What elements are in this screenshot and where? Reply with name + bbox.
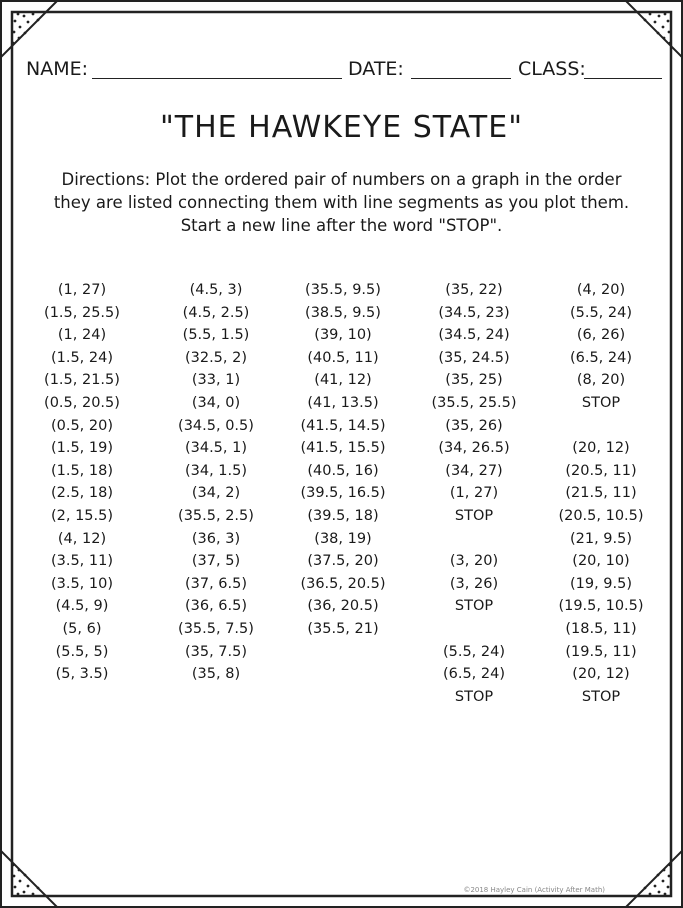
ordered-pair: (1.5, 21.5) (44, 372, 120, 389)
ordered-pair: (38.5, 9.5) (305, 304, 381, 321)
ordered-pair: (5, 3.5) (55, 666, 109, 683)
coordinate-column-2 (156, 279, 276, 686)
ordered-pair: (3.5, 11) (50, 553, 114, 570)
ordered-pair: (18.5, 11) (565, 620, 637, 637)
ordered-pair: (20.5, 11) (565, 462, 637, 479)
copyright: ©2018 Hayley Cain (Activity After Math) (463, 886, 605, 894)
coordinate-column-1 (22, 279, 142, 686)
ordered-pair: (35.5, 25.5) (431, 394, 517, 411)
ordered-pair: (34.5, 24) (438, 327, 510, 344)
class-blank[interactable] (584, 58, 662, 79)
ordered-pair: (19.5, 10.5) (558, 598, 644, 615)
ordered-pair: (35.5, 2.5) (178, 507, 254, 524)
ordered-pair: (34, 1.5) (184, 462, 248, 479)
name-label: NAME: (26, 58, 89, 80)
ordered-pair: (4.5, 3) (189, 282, 243, 298)
ordered-pair: (1.5, 24) (50, 349, 114, 366)
ordered-pair: (3, 26) (449, 575, 499, 592)
directions (30, 168, 653, 237)
ordered-pair: (35.5, 7.5) (178, 620, 254, 637)
ordered-pair: (2, 15.5) (50, 507, 114, 524)
ordered-pair: (38, 19) (314, 530, 372, 547)
ordered-pair: (35, 26) (445, 417, 503, 434)
ordered-pair: (1, 24) (57, 327, 107, 344)
coordinate-column-3 (283, 279, 403, 641)
date-label: DATE: (348, 58, 404, 80)
spacer (414, 618, 534, 641)
ordered-pair: (0.5, 20.5) (44, 394, 120, 411)
ordered-pair: (5, 6) (62, 620, 102, 637)
ordered-pair: (34.5, 1) (184, 440, 248, 457)
student-info-header (26, 58, 666, 88)
ordered-pair: (0.5, 20) (50, 417, 114, 434)
ordered-pair: (4.5, 9) (55, 598, 109, 615)
date-blank[interactable] (411, 58, 511, 79)
corner-dots-top-left (12, 13, 40, 45)
ordered-pair: (41, 13.5) (307, 394, 379, 411)
ordered-pair: (34.5, 23) (438, 304, 510, 321)
coordinate-column-4 (414, 279, 534, 708)
ordered-pair: (39, 10) (314, 327, 372, 344)
spacer (414, 528, 534, 551)
ordered-pair: (3.5, 10) (50, 575, 114, 592)
ordered-pair: (1.5, 18) (50, 462, 114, 479)
ordered-pair: (1.5, 25.5) (44, 304, 120, 321)
page-title: "THE HAWKEYE STATE" (159, 110, 524, 145)
ordered-pair: (1, 27) (449, 485, 499, 502)
ordered-pair: (1, 27) (57, 282, 107, 298)
stop-marker: STOP (581, 688, 621, 705)
ordered-pair: (8, 20) (576, 372, 626, 389)
ordered-pair: (35, 8) (191, 666, 241, 683)
ordered-pair: (36.5, 20.5) (300, 575, 386, 592)
class-label: CLASS: (518, 58, 586, 80)
stop-marker: STOP (454, 507, 494, 524)
directions-line: Start a new line after the word "STOP". (180, 216, 503, 235)
ordered-pair: (35, 22) (445, 282, 503, 298)
ordered-pair: (4, 12) (57, 530, 107, 547)
ordered-pair: (34, 26.5) (438, 440, 510, 457)
ordered-pair: (20, 10) (572, 553, 630, 570)
ordered-pair: (39.5, 16.5) (300, 485, 386, 502)
ordered-pair: (5.5, 5) (55, 643, 109, 660)
ordered-pair: (36, 3) (191, 530, 241, 547)
ordered-pair: (20, 12) (572, 440, 630, 457)
ordered-pair: (37, 6.5) (184, 575, 248, 592)
ordered-pair: (21.5, 11) (565, 485, 637, 502)
ordered-pair: (34.5, 0.5) (178, 417, 254, 434)
ordered-pair: (19.5, 11) (565, 643, 637, 660)
name-blank[interactable] (92, 58, 342, 79)
ordered-pair: (5.5, 24) (442, 643, 506, 660)
ordered-pair: (39.5, 18) (307, 507, 379, 524)
ordered-pair: (40.5, 16) (307, 462, 379, 479)
corner-dots-bottom-left (12, 864, 40, 896)
ordered-pair: (19, 9.5) (569, 575, 633, 592)
ordered-pair: (37.5, 20) (307, 553, 379, 570)
ordered-pair: (34, 2) (191, 485, 241, 502)
ordered-pair: (4, 20) (576, 282, 626, 298)
spacer (541, 415, 661, 438)
ordered-pair: (6.5, 24) (569, 349, 633, 366)
stop-marker: STOP (454, 598, 494, 615)
ordered-pair: (40.5, 11) (307, 349, 379, 366)
corner-dots-bottom-right (644, 864, 672, 896)
ordered-pair: (32.5, 2) (184, 349, 248, 366)
ordered-pair: (35, 25) (445, 372, 503, 389)
stop-marker: STOP (454, 688, 494, 705)
ordered-pair: (33, 1) (191, 372, 241, 389)
ordered-pair: (36, 6.5) (184, 598, 248, 615)
ordered-pair: (20.5, 10.5) (558, 507, 644, 524)
ordered-pair: (2.5, 18) (50, 485, 114, 502)
ordered-pair: (5.5, 24) (569, 304, 633, 321)
ordered-pair: (41, 12) (314, 372, 372, 389)
ordered-pair: (21, 9.5) (569, 530, 633, 547)
coordinate-column-5 (541, 279, 661, 708)
ordered-pair: (20, 12) (572, 666, 630, 683)
ordered-pair: (3, 20) (449, 553, 499, 570)
ordered-pair: (1.5, 19) (50, 440, 114, 457)
directions-line: Directions: Plot the ordered pair of numbers on a graph in the order (61, 170, 622, 189)
ordered-pair: (6.5, 24) (442, 666, 506, 683)
ordered-pair: (6, 26) (576, 327, 626, 344)
directions-line: they are listed connecting them with line segments as you plot them. (53, 193, 630, 212)
ordered-pair: (4.5, 2.5) (182, 304, 250, 321)
ordered-pair: (35.5, 21) (307, 620, 379, 637)
ordered-pair: (36, 20.5) (307, 598, 379, 615)
ordered-pair: (5.5, 1.5) (182, 327, 250, 344)
ordered-pair: (41.5, 14.5) (300, 417, 386, 434)
ordered-pair: (34, 0) (191, 394, 241, 411)
ordered-pair: (41.5, 15.5) (300, 440, 386, 457)
ordered-pair: (35.5, 9.5) (305, 282, 381, 298)
stop-marker: STOP (581, 394, 621, 411)
ordered-pair: (34, 27) (445, 462, 503, 479)
ordered-pair: (35, 7.5) (184, 643, 248, 660)
ordered-pair: (35, 24.5) (438, 349, 510, 366)
corner-dots-top-right (644, 13, 672, 45)
ordered-pair: (37, 5) (191, 553, 241, 570)
